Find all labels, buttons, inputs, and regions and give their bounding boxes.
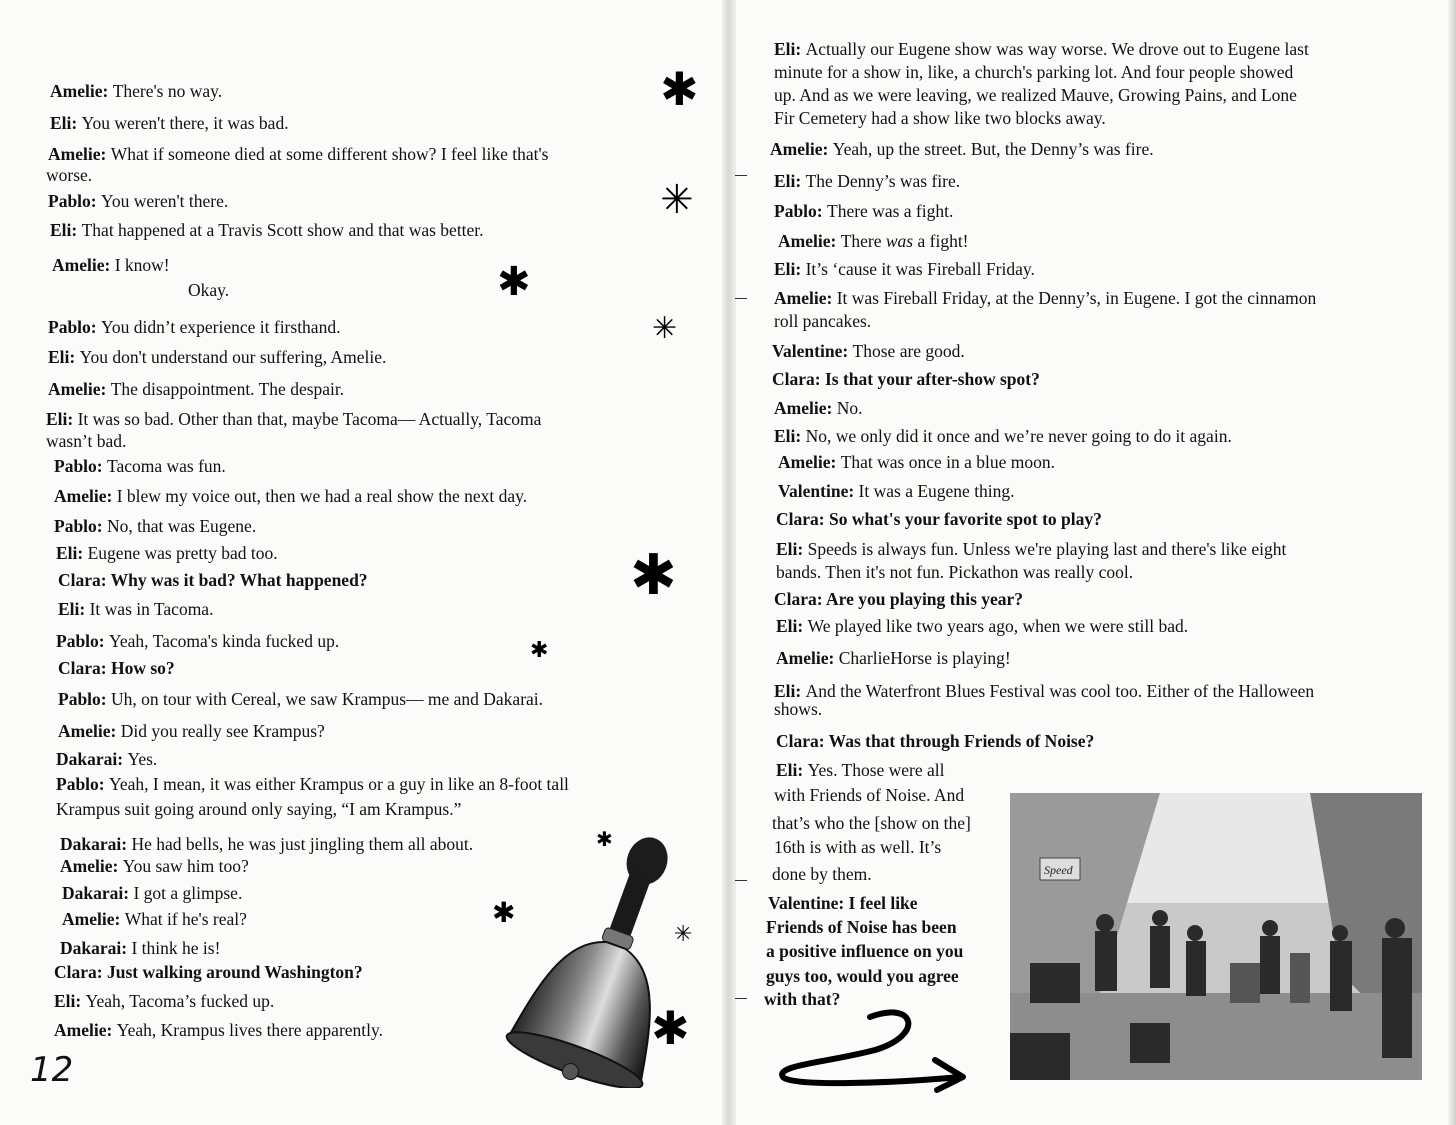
dialogue-text: It was in Tacoma. bbox=[89, 599, 214, 619]
speaker-name: Eli: bbox=[46, 409, 78, 429]
speaker-name: Pablo: bbox=[54, 516, 107, 536]
left-dialogue-line bbox=[48, 190, 228, 212]
left-dialogue-line bbox=[62, 882, 242, 904]
dialogue-text: What if someone died at some different show? I feel like that's bbox=[110, 144, 549, 164]
hand-bell-icon bbox=[462, 818, 712, 1088]
right-dialogue-line bbox=[778, 230, 969, 252]
speaker-name: Amelie: bbox=[60, 856, 123, 876]
dialogue-text: Eugene was pretty bad too. bbox=[87, 543, 278, 563]
speaker-name: Pablo: bbox=[56, 774, 109, 794]
asterisk-doodle-icon: ✱ bbox=[497, 259, 531, 305]
dialogue-text: Those are good. bbox=[852, 341, 965, 361]
left-dialogue-line bbox=[60, 855, 249, 877]
right-dialogue-line bbox=[774, 310, 871, 332]
interview-question: guys too, would you agree bbox=[766, 966, 959, 986]
right-dialogue-line bbox=[776, 759, 945, 781]
speaker-name: Eli: bbox=[48, 347, 80, 367]
right-dialogue-line bbox=[776, 615, 1188, 637]
margin-tick bbox=[735, 298, 747, 299]
speaker-name: Amelie: bbox=[58, 721, 121, 741]
speaker-name: Eli: bbox=[774, 39, 806, 59]
right-dialogue-line bbox=[770, 138, 1154, 160]
left-dialogue-line bbox=[60, 833, 473, 855]
speaker-name: Pablo: bbox=[56, 631, 109, 651]
right-dialogue-line bbox=[766, 965, 959, 987]
right-dialogue-line bbox=[768, 892, 918, 914]
left-dialogue-line bbox=[58, 657, 175, 679]
dialogue-text: That happened at a Travis Scott show and that was better. bbox=[81, 220, 484, 240]
interview-question: Are you playing this year? bbox=[826, 589, 1024, 609]
right-dialogue-line bbox=[766, 940, 963, 962]
right-dialogue-line bbox=[774, 258, 1035, 280]
page-edge bbox=[1448, 0, 1456, 1125]
speaker-name: Dakarai: bbox=[62, 883, 134, 903]
speaker-name: Amelie: bbox=[778, 231, 841, 251]
speaker-name: Dakarai: bbox=[60, 834, 132, 854]
left-dialogue-line bbox=[188, 279, 229, 301]
speaker-name: Pablo: bbox=[54, 456, 107, 476]
page-gutter bbox=[722, 0, 736, 1125]
asterisk-doodle-icon: ✱ bbox=[651, 1001, 690, 1055]
right-dialogue-line bbox=[772, 863, 872, 885]
dialogue-text: Tacoma was fun. bbox=[107, 456, 226, 476]
speaker-name: Amelie: bbox=[50, 81, 113, 101]
speaker-name: Amelie: bbox=[62, 909, 125, 929]
dialogue-text: No, we only did it once and we’re never going to do it again. bbox=[805, 426, 1232, 446]
dialogue-text: You don't understand our suffering, Amelie. bbox=[79, 347, 387, 367]
asterisk-doodle-icon: ✱ bbox=[492, 896, 516, 929]
asterisk-doodle-icon: ✳ bbox=[660, 177, 694, 223]
dialogue-text: worse. bbox=[46, 165, 93, 185]
interview-question: with that? bbox=[764, 989, 841, 1009]
speaker-name: Eli: bbox=[776, 760, 808, 780]
dialogue-text: There's no way. bbox=[112, 81, 223, 101]
speaker-name: Amelie: bbox=[774, 398, 837, 418]
left-dialogue-line bbox=[48, 316, 340, 338]
left-dialogue-line bbox=[54, 455, 226, 477]
dialogue-text: You weren't there, it was bad. bbox=[81, 113, 289, 133]
speaker-name: Amelie: bbox=[770, 139, 833, 159]
right-dialogue-line bbox=[774, 588, 1023, 610]
dialogue-text: The disappointment. The despair. bbox=[110, 379, 345, 399]
dialogue-text: Yes. Those were all bbox=[807, 760, 945, 780]
right-dialogue-line bbox=[774, 698, 822, 720]
speaker-name: Eli: bbox=[50, 220, 82, 240]
interview-question: Just walking around Washington? bbox=[106, 962, 363, 982]
left-dialogue-line bbox=[54, 485, 527, 507]
left-dialogue-line bbox=[50, 80, 222, 102]
page-number: 12 bbox=[30, 1050, 74, 1090]
right-dialogue-line bbox=[774, 287, 1316, 309]
speaker-name: Valentine: bbox=[772, 341, 853, 361]
speaker-name: Pablo: bbox=[774, 201, 827, 221]
right-dialogue-line bbox=[774, 84, 1297, 106]
dialogue-text: Okay. bbox=[188, 280, 230, 300]
dialogue-text: wasn’t bad. bbox=[46, 431, 127, 451]
dialogue-text: No. bbox=[836, 398, 863, 418]
dialogue-text: There was a fight! bbox=[840, 231, 969, 251]
dialogue-text: It’s ‘cause it was Fireball Friday. bbox=[805, 259, 1035, 279]
dialogue-text: Yeah, I mean, it was either Krampus or a guy in like an 8-foot tall bbox=[109, 774, 569, 794]
dialogue-text: roll pancakes. bbox=[774, 311, 872, 331]
right-dialogue-line bbox=[776, 538, 1286, 560]
speaker-name: Valentine: bbox=[778, 481, 859, 501]
left-dialogue-line bbox=[56, 773, 569, 795]
dialogue-text: He had bells, he was just jingling them all about. bbox=[131, 834, 474, 854]
left-dialogue-line bbox=[60, 937, 220, 959]
speaker-name: Amelie: bbox=[778, 452, 841, 472]
dialogue-text: It was Fireball Friday, at the Denny’s, in Eugene. I got the cinnamon bbox=[836, 288, 1317, 308]
dialogue-text: that’s who the [show on the] bbox=[772, 813, 971, 833]
left-dialogue-line bbox=[54, 961, 363, 983]
right-dialogue-line bbox=[772, 812, 971, 834]
dialogue-text: CharlieHorse is playing! bbox=[838, 648, 1011, 668]
right-dialogue-line bbox=[774, 107, 1106, 129]
dialogue-text: 16th is with as well. It’s bbox=[774, 837, 942, 857]
left-dialogue-line bbox=[46, 164, 92, 186]
dialogue-text: And the Waterfront Blues Festival was cool too. Either of the Halloween bbox=[805, 681, 1315, 701]
speaker-name: Clara: bbox=[58, 658, 111, 678]
speaker-name: Eli: bbox=[50, 113, 82, 133]
dialogue-text: The Denny’s was fire. bbox=[805, 171, 961, 191]
left-dialogue-line bbox=[56, 798, 461, 820]
interview-question: Was that through Friends of Noise? bbox=[828, 731, 1095, 751]
dialogue-text: That was once in a blue moon. bbox=[840, 452, 1056, 472]
dialogue-text: bands. Then it's not fun. Pickathon was really cool. bbox=[776, 562, 1134, 582]
right-dialogue-line bbox=[778, 480, 1015, 502]
right-dialogue-line bbox=[774, 61, 1293, 83]
right-dialogue-line bbox=[774, 425, 1232, 447]
speaker-name: Clara: bbox=[776, 509, 829, 529]
right-dialogue-line bbox=[774, 784, 964, 806]
left-dialogue-line bbox=[54, 1019, 383, 1041]
speaker-name: Amelie: bbox=[48, 379, 111, 399]
speaker-name: Eli: bbox=[56, 543, 88, 563]
dialogue-text: We played like two years ago, when we were still bad. bbox=[807, 616, 1189, 636]
speaker-name: Eli: bbox=[54, 991, 86, 1011]
dialogue-text: It was a Eugene thing. bbox=[858, 481, 1015, 501]
dialogue-text: Uh, on tour with Cereal, we saw Krampus— me and Dakarai. bbox=[111, 689, 544, 709]
speaker-name: Eli: bbox=[774, 681, 806, 701]
dialogue-text: shows. bbox=[774, 699, 823, 719]
speaker-name: Amelie: bbox=[774, 288, 837, 308]
dialogue-text: Yes. bbox=[127, 749, 158, 769]
speaker-name: Clara: bbox=[58, 570, 111, 590]
asterisk-doodle-icon: ✳ bbox=[674, 922, 693, 947]
speaker-name: Eli: bbox=[774, 171, 806, 191]
left-dialogue-line bbox=[52, 254, 170, 276]
right-dialogue-line bbox=[774, 680, 1314, 702]
interview-question: a positive influence on you bbox=[766, 941, 964, 961]
margin-tick bbox=[735, 880, 747, 881]
asterisk-doodle-icon: ✱ bbox=[530, 638, 549, 663]
dialogue-text: You weren't there. bbox=[101, 191, 229, 211]
dialogue-text: minute for a show in, like, a church's parking lot. And four people showed bbox=[774, 62, 1294, 82]
photo-sign: Speed bbox=[1044, 863, 1073, 877]
left-dialogue-line bbox=[46, 408, 541, 430]
speaker-name: Eli: bbox=[58, 599, 90, 619]
right-dialogue-line bbox=[778, 451, 1055, 473]
speaker-name: Amelie: bbox=[52, 255, 115, 275]
speaker-name: Clara: bbox=[774, 589, 827, 609]
dialogue-text: Yeah, Tacoma's kinda fucked up. bbox=[109, 631, 340, 651]
speaker-name: Pablo: bbox=[58, 689, 111, 709]
right-dialogue-line bbox=[772, 368, 1040, 390]
dialogue-text: Yeah, up the street. But, the Denny’s was fire. bbox=[832, 139, 1154, 159]
interview-question: Why was it bad? What happened? bbox=[110, 570, 368, 590]
right-dialogue-line bbox=[772, 340, 965, 362]
asterisk-doodle-icon: ✱ bbox=[660, 62, 699, 116]
left-dialogue-line bbox=[56, 748, 157, 770]
dialogue-text: Yeah, Krampus lives there apparently. bbox=[116, 1020, 384, 1040]
left-dialogue-line bbox=[50, 112, 289, 134]
speaker-name: Valentine: bbox=[768, 893, 849, 913]
right-dialogue-line bbox=[774, 170, 960, 192]
speaker-name: Pablo: bbox=[48, 191, 101, 211]
left-dialogue-line bbox=[58, 598, 213, 620]
interview-question: Friends of Noise has been bbox=[766, 917, 957, 937]
interview-question: How so? bbox=[110, 658, 175, 678]
curved-arrow-doodle-icon bbox=[775, 995, 975, 1095]
margin-tick bbox=[735, 175, 747, 176]
right-dialogue-line bbox=[774, 836, 941, 858]
right-dialogue-line bbox=[776, 647, 1011, 669]
dialogue-text: I think he is! bbox=[131, 938, 221, 958]
speaker-name: Amelie: bbox=[48, 144, 111, 164]
dialogue-text: I know! bbox=[114, 255, 170, 275]
dialogue-text: No, that was Eugene. bbox=[107, 516, 257, 536]
asterisk-doodle-icon: ✱ bbox=[596, 827, 613, 851]
asterisk-doodle-icon: ✱ bbox=[630, 543, 677, 608]
right-dialogue-line bbox=[766, 916, 957, 938]
left-dialogue-line bbox=[58, 688, 543, 710]
speaker-name: Amelie: bbox=[776, 648, 839, 668]
left-dialogue-line bbox=[50, 219, 484, 241]
right-dialogue-line bbox=[776, 508, 1102, 530]
left-dialogue-line bbox=[46, 430, 126, 452]
dialogue-text: There was a fight. bbox=[827, 201, 954, 221]
dialogue-text: Krampus suit going around only saying, “I am Krampus.” bbox=[56, 799, 462, 819]
speaker-name: Eli: bbox=[774, 426, 806, 446]
speaker-name: Eli: bbox=[774, 259, 806, 279]
dialogue-text: with Friends of Noise. And bbox=[774, 785, 965, 805]
right-dialogue-line bbox=[774, 397, 862, 419]
left-dialogue-line bbox=[58, 569, 368, 591]
dialogue-text: up. And as we were leaving, we realized Mauve, Growing Pains, and Lone bbox=[774, 85, 1297, 105]
speaker-name: Pablo: bbox=[48, 317, 101, 337]
dialogue-text: Did you really see Krampus? bbox=[120, 721, 325, 741]
dialogue-text: Actually our Eugene show was way worse. We drove out to Eugene last bbox=[805, 39, 1309, 59]
speaker-name: Amelie: bbox=[54, 486, 117, 506]
left-dialogue-line bbox=[48, 143, 548, 165]
left-dialogue-line bbox=[48, 346, 386, 368]
dialogue-text: Fir Cemetery had a show like two blocks away. bbox=[774, 108, 1106, 128]
right-dialogue-line bbox=[776, 730, 1094, 752]
speaker-name: Eli: bbox=[776, 616, 808, 636]
left-dialogue-line bbox=[56, 630, 339, 652]
speaker-name: Dakarai: bbox=[56, 749, 128, 769]
dialogue-text: You didn’t experience it firsthand. bbox=[101, 317, 341, 337]
dialogue-text: I got a glimpse. bbox=[133, 883, 243, 903]
dialogue-text: Yeah, Tacoma’s fucked up. bbox=[85, 991, 275, 1011]
right-dialogue-line bbox=[774, 38, 1309, 60]
left-dialogue-line bbox=[54, 990, 274, 1012]
interview-question: I feel like bbox=[848, 893, 918, 913]
left-dialogue-line bbox=[62, 908, 247, 930]
left-dialogue-line bbox=[54, 515, 256, 537]
speaker-name: Eli: bbox=[776, 539, 808, 559]
dialogue-text: done by them. bbox=[772, 864, 872, 884]
speaker-name: Clara: bbox=[772, 369, 825, 389]
margin-tick bbox=[735, 998, 747, 999]
right-dialogue-line bbox=[774, 200, 953, 222]
speaker-name: Clara: bbox=[54, 962, 107, 982]
dialogue-text: Speeds is always fun. Unless we're playing last and there's like eight bbox=[807, 539, 1287, 559]
speaker-name: Clara: bbox=[776, 731, 829, 751]
interview-question: Is that your after-show spot? bbox=[824, 369, 1040, 389]
left-dialogue-line bbox=[58, 720, 325, 742]
left-dialogue-line bbox=[48, 378, 344, 400]
left-dialogue-line bbox=[56, 542, 278, 564]
speaker-name: Dakarai: bbox=[60, 938, 132, 958]
interview-question: So what's your favorite spot to play? bbox=[828, 509, 1102, 529]
dialogue-text: What if he's real? bbox=[124, 909, 247, 929]
dialogue-text: You saw him too? bbox=[122, 856, 249, 876]
asterisk-doodle-icon: ✳ bbox=[652, 311, 678, 346]
dialogue-text: I blew my voice out, then we had a real show the next day. bbox=[116, 486, 528, 506]
speaker-name: Amelie: bbox=[54, 1020, 117, 1040]
band-photo bbox=[1010, 793, 1422, 1080]
dialogue-text: It was so bad. Other than that, maybe Tacoma— Actually, Tacoma bbox=[77, 409, 542, 429]
right-dialogue-line bbox=[776, 561, 1133, 583]
